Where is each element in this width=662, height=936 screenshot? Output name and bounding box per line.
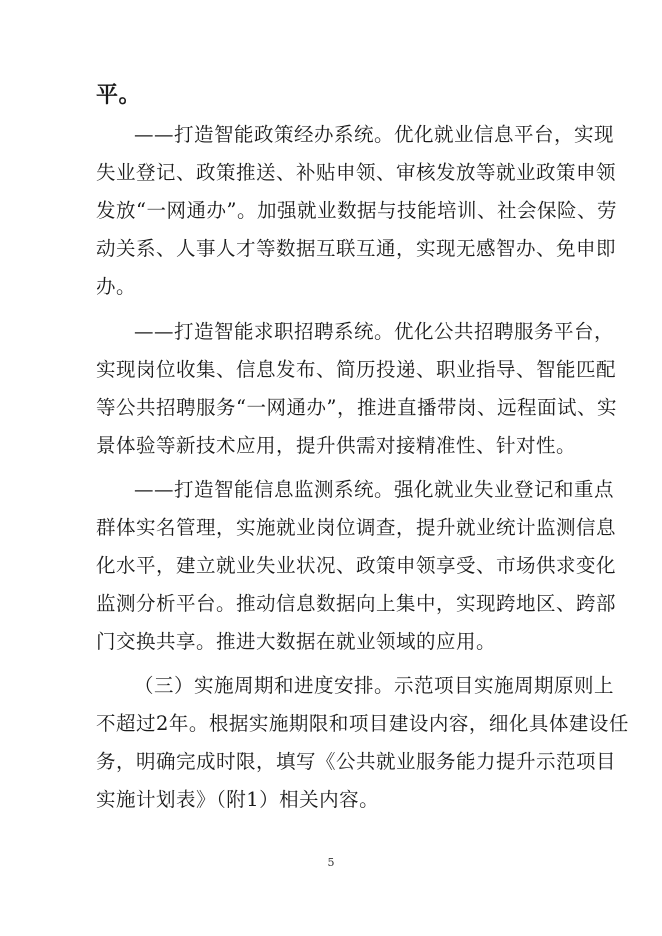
paragraph-1-line-4: 动关系、人事人才等数据互联互通，实现无感智办、免申即 [96,237,617,260]
paragraph-4-line-1: （三）实施周期和进度安排。示范项目实施周期原则上 [134,674,615,697]
paragraph-4-line-3: 务，明确完成时限，填写《公共就业服务能力提升示范项目 [96,750,617,773]
heading-tail: 平。 [96,82,142,108]
paragraph-1-line-3: 发放“一网通办”。加强就业数据与技能培训、社会保险、劳 [96,199,617,222]
paragraph-2-line-4: 景体验等新技术应用，提升供需对接精准性、针对性。 [96,434,577,457]
paragraph-1-line-5: 办。 [96,275,137,298]
paragraph-3-line-3: 化水平，建立就业失业状况、政策申领享受、市场供求变化 [96,554,617,577]
paragraph-3-line-5: 门交换共享。推进大数据在就业领域的应用。 [96,630,497,653]
paragraph-1-line-1: ——打造智能政策经办系统。优化就业信息平台，实现 [134,123,615,146]
paragraph-2-line-2: 实现岗位收集、信息发布、简历投递、职业指导、智能匹配 [96,358,617,381]
paragraph-1-line-2: 失业登记、政策推送、补贴申领、审核发放等就业政策申领 [96,161,617,184]
paragraph-3-line-2: 群体实名管理，实施就业岗位调查，提升就业统计监测信息 [96,516,617,539]
paragraph-4-line-4: 实施计划表》（附1）相关内容。 [96,788,380,811]
paragraph-2-line-1: ——打造智能求职招聘系统。优化公共招聘服务平台， [134,320,615,343]
page-number: 5 [327,856,335,869]
paragraph-4-line-2: 不超过2年。根据实施期限和项目建设内容，细化具体建设任 [96,712,629,735]
paragraph-3-line-4: 监测分析平台。推动信息数据向上集中，实现跨地区、跨部 [96,592,617,615]
paragraph-3-line-1: ——打造智能信息监测系统。强化就业失业登记和重点 [134,478,615,501]
paragraph-2-line-3: 等公共招聘服务“一网通办”，推进直播带岗、远程面试、实 [96,396,617,419]
